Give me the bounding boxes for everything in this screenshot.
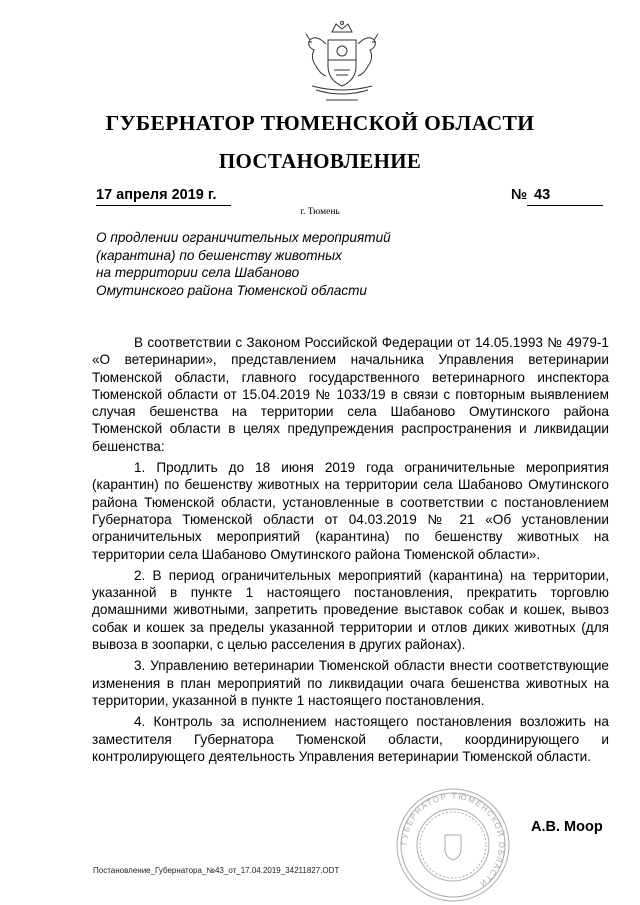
document-date: 17 апреля 2019 г.	[96, 187, 217, 203]
subject-line: Омутинского района Тюменской области	[96, 282, 367, 298]
number-label: №	[511, 187, 528, 203]
document-number: 43	[534, 187, 551, 203]
preamble-paragraph: В соответствии с Законом Российской Федерации от 14.05.1993 № 4979-1 «О ветеринарии», представлением начальника Управления ветеринарии Тюменской области, главного государственного ветеринарного инспектора Тюменской области от 15.04.2019 № 1033/19 в связи с повторным выявлением случая бешенства на территории села Шабаново Омутинского района Тюменской области в целях предупреждения распространения и ликвидации бешенства:	[92, 335, 609, 454]
tyumen-coat-of-arms-icon	[296, 20, 388, 106]
clause-paragraph: 2. В период ограничительных мероприятий (карантина) на территории, указанной в пункте 1 настоящего постановления, прекратить торговлю домашними животными, запретить проведение выставок собак и кошек, вывоз собак и кошек за пределы указанной территории и отлов диких животных (для вывоза в зоопарки, с целью расселения в других районах).	[92, 567, 609, 653]
number-underline	[527, 205, 603, 206]
svg-text:ГУБЕРНАТОР ТЮМЕНСКОЙ ОБЛАСТИ	[400, 792, 506, 889]
document-subject	[96, 229, 416, 299]
subject-line: (карантина) по бешенству животных	[96, 247, 342, 263]
document-type: ПОСТАНОВЛЕНИЕ	[218, 149, 422, 173]
clause-paragraph: 1. Продлить до 18 июня 2019 года ограничительные мероприятия (карантин) по бешенству животных на территории села Шабаново Омутинского района Тюменской области, установленные в соответствии с постановлением Губернатора Тюменской области от 04.03.2019 № 21 «Об установлении ограничительных мероприятий (карантина) по бешенству животных на территории села Шабаново Омутинского района Тюменской области».	[92, 460, 609, 562]
subject-line: О продлении ограничительных мероприятий	[96, 230, 391, 245]
date-underline	[96, 205, 231, 206]
clause-paragraph: 4. Контроль за исполнением настоящего постановления возложить на заместителя Губернатора Тюменской области, координирующего и контролирующего деятельность Управления ветеринарии Тюменской области.	[92, 714, 609, 764]
subject-line: на территории села Шабаново	[96, 265, 300, 280]
seal-text: ГУБЕРНАТОР ТЮМЕНСКОЙ ОБЛАСТИ	[399, 791, 507, 890]
file-footer: Постановление_Губернатора_№43_от_17.04.2019_34211827.ODT	[93, 866, 340, 875]
official-seal-icon	[393, 785, 513, 905]
city: г. Тюмень	[300, 207, 340, 217]
authority-title: ГУБЕРНАТОР ТЮМЕНСКОЙ ОБЛАСТИ	[105, 111, 535, 135]
clause-paragraph: 3. Управлению ветеринарии Тюменской области внести соответствующие изменения в план мероприятий по ликвидации очага бешенства животных на территории, указанной в пункте 1 настоящего постановления.	[92, 658, 609, 708]
document-body	[92, 334, 609, 769]
signatory-name: А.В. Моор	[531, 819, 603, 835]
